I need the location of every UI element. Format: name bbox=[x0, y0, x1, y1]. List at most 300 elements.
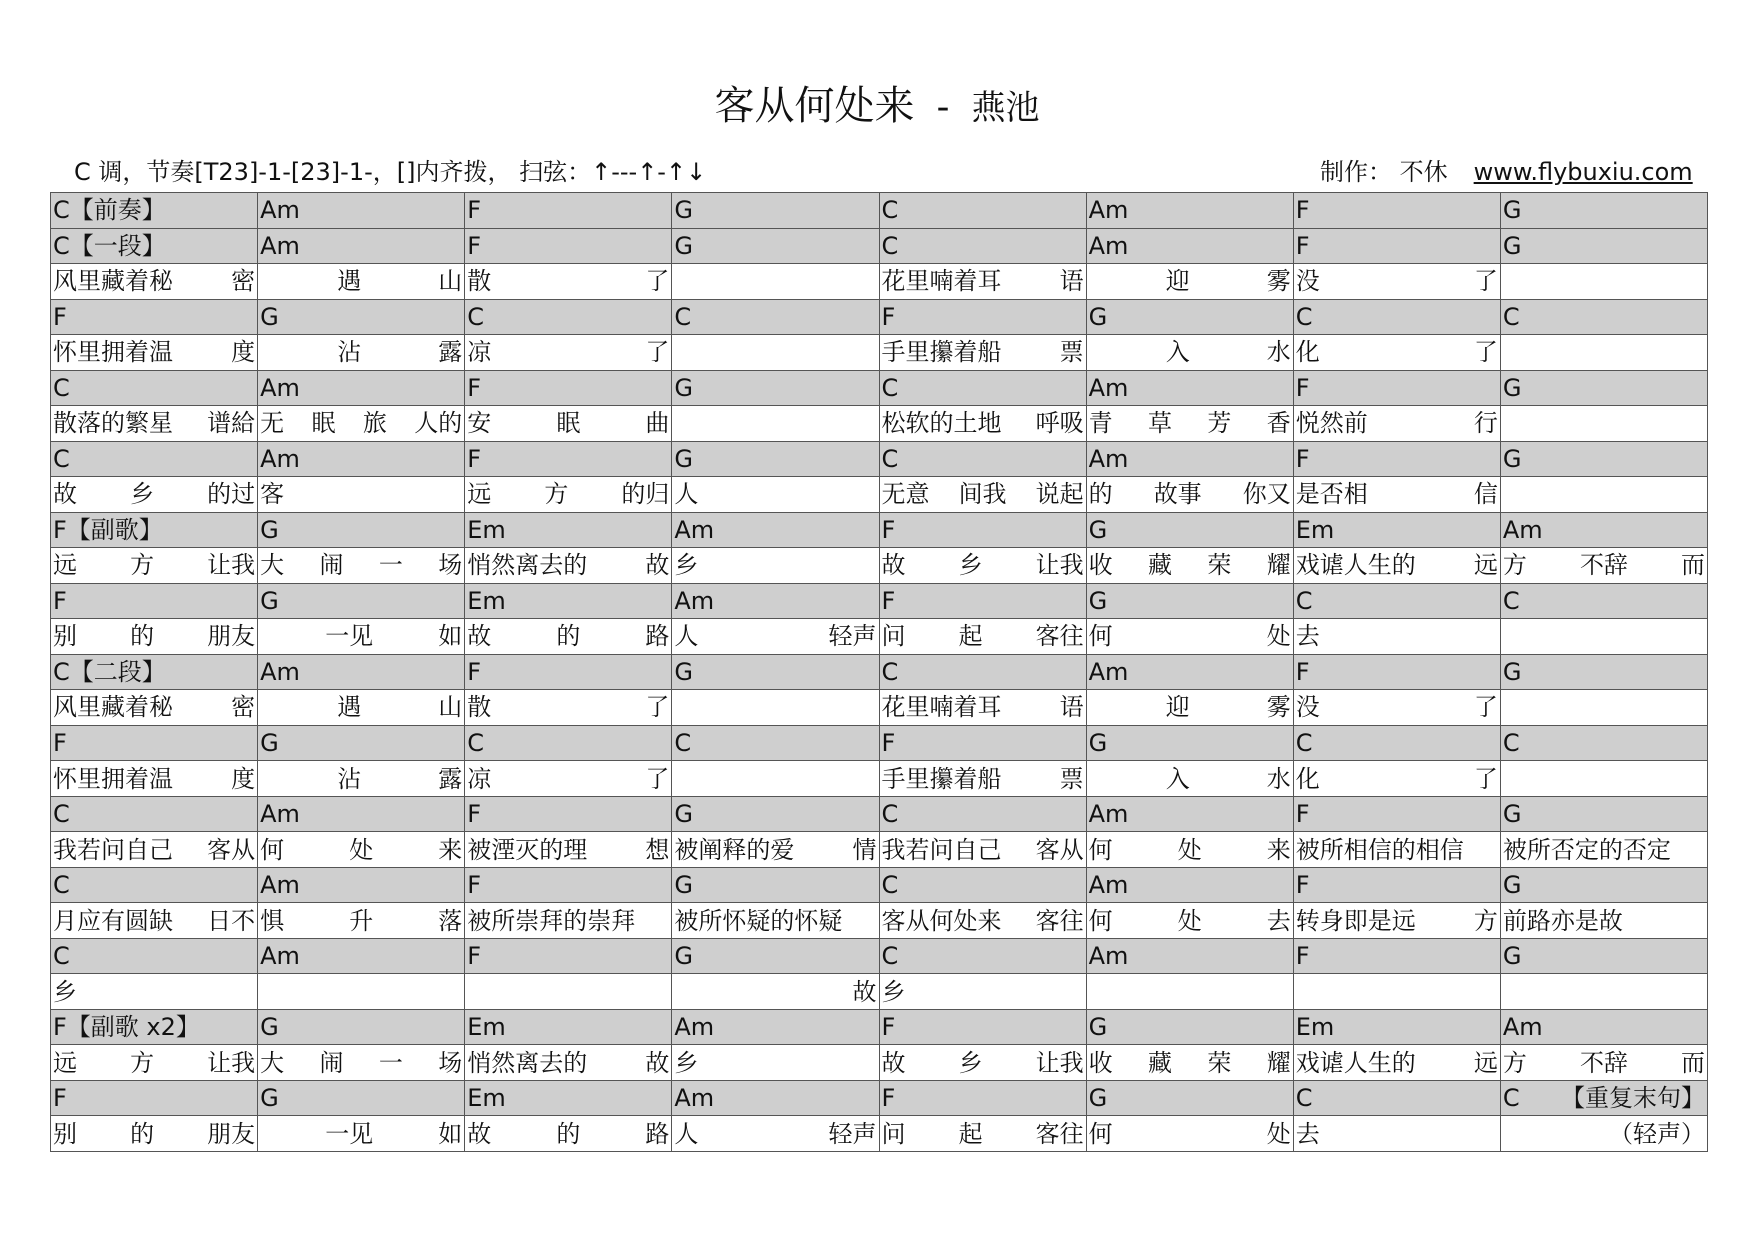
chord-text: F bbox=[1295, 196, 1310, 225]
chord-cell bbox=[465, 193, 672, 229]
chord-text: G bbox=[674, 196, 693, 225]
chord-cell bbox=[879, 725, 1086, 761]
lyric-cell bbox=[1293, 974, 1500, 1010]
chord-text: G bbox=[674, 942, 693, 971]
chord-text: G bbox=[1088, 1084, 1108, 1113]
lyric-text: 日不 bbox=[207, 906, 256, 935]
chord-text: Am bbox=[260, 231, 300, 260]
lyric-text: 戏谑人生的 bbox=[1295, 1048, 1416, 1077]
chord-cell bbox=[1086, 228, 1293, 264]
lyric-text: 客从何处来 bbox=[881, 906, 1002, 935]
lyric-text: 沾 bbox=[337, 764, 362, 793]
lyric-cell bbox=[672, 761, 879, 797]
lyric-text: 客往 bbox=[1035, 1119, 1084, 1148]
lyric-cell bbox=[1500, 264, 1707, 300]
lyric-cell bbox=[51, 690, 258, 726]
chord-cell bbox=[1500, 1080, 1707, 1116]
lyric-text: 手里攥着船 bbox=[881, 764, 1002, 793]
lyric-text: 风里藏着秘 bbox=[53, 267, 173, 296]
lyric-text: 我若问自己 bbox=[881, 835, 1002, 864]
chord-text: F bbox=[1295, 373, 1310, 402]
chord-text: F bbox=[467, 800, 482, 829]
chord-cell bbox=[1086, 441, 1293, 477]
lyric-text: 客 bbox=[260, 480, 285, 509]
chord-row bbox=[51, 1009, 1708, 1045]
chord-text: 【重复末句】 bbox=[1561, 1084, 1705, 1113]
chord-text: G bbox=[260, 302, 279, 331]
chord-text: G bbox=[1088, 728, 1108, 757]
chord-text: G bbox=[674, 231, 693, 260]
lyric-text: 露 bbox=[438, 338, 463, 367]
chord-text: F bbox=[1295, 444, 1310, 473]
lyric-text: 朋友 bbox=[207, 622, 256, 651]
lyric-text: 我若问自己 bbox=[53, 835, 173, 864]
lyric-text: 入 bbox=[1165, 764, 1190, 793]
chord-text: C bbox=[467, 728, 485, 757]
lyric-text: 被湮灭的理 bbox=[467, 835, 588, 864]
lyric-cell bbox=[672, 335, 879, 371]
lyric-cell bbox=[465, 974, 672, 1010]
chord-text: F bbox=[1295, 800, 1310, 829]
lyric-text: 起 bbox=[958, 1119, 983, 1148]
lyric-cell bbox=[879, 832, 1086, 868]
lyric-text: 草 bbox=[1148, 409, 1172, 438]
lyric-cell bbox=[51, 832, 258, 868]
chord-cell bbox=[1500, 725, 1707, 761]
lyric-cell bbox=[1086, 1045, 1293, 1081]
lyric-text: 度 bbox=[231, 764, 256, 793]
chord-text: C bbox=[1502, 728, 1520, 757]
lyric-text: 一 bbox=[378, 551, 403, 580]
chord-text: F bbox=[467, 657, 482, 686]
chord-cell bbox=[1293, 370, 1500, 406]
chord-cell bbox=[258, 441, 465, 477]
chord-text: G bbox=[260, 1013, 279, 1042]
lyric-text: 何 bbox=[1088, 622, 1113, 651]
lyric-text: 的 bbox=[130, 622, 155, 651]
chord-cell bbox=[1086, 1080, 1293, 1116]
chord-text: Am bbox=[260, 657, 300, 686]
lyric-row bbox=[51, 832, 1708, 868]
lyric-cell bbox=[258, 761, 465, 797]
credit-author: 制作： 不休 bbox=[1320, 158, 1448, 186]
chord-text: G bbox=[1502, 871, 1522, 900]
lyric-text: 悄然离去的 bbox=[467, 551, 588, 580]
lyric-cell bbox=[1293, 548, 1500, 584]
lyric-text: 被所怀疑的怀疑 bbox=[674, 906, 843, 935]
chord-cell bbox=[51, 1009, 258, 1045]
lyric-text: 朋友 bbox=[207, 1119, 256, 1148]
chord-text: C bbox=[881, 196, 899, 225]
key-rhythm-info: C 调，节奏[T23]-1-[23]-1-，[]内齐拨， 扫弦：↑---↑-↑↓ bbox=[74, 158, 707, 186]
lyric-text: 让我 bbox=[1035, 1048, 1084, 1077]
lyric-text: 没 bbox=[1295, 693, 1320, 722]
lyric-text: 了 bbox=[1473, 693, 1498, 722]
chord-text: G bbox=[674, 800, 693, 829]
lyric-text: 是否相 bbox=[1295, 480, 1368, 509]
lyric-text: 何 bbox=[1088, 1119, 1113, 1148]
chord-cell bbox=[1086, 299, 1293, 335]
lyric-text: 如 bbox=[438, 1119, 463, 1148]
lyric-text: 故 bbox=[881, 1048, 906, 1077]
chord-cell bbox=[465, 867, 672, 903]
lyric-text: 眠 bbox=[311, 409, 336, 438]
lyric-cell bbox=[879, 761, 1086, 797]
chord-text: C bbox=[1295, 302, 1313, 331]
lyric-cell bbox=[258, 477, 465, 513]
chord-cell bbox=[672, 193, 879, 229]
lyric-text: 一见 bbox=[325, 622, 374, 651]
chord-cell bbox=[258, 938, 465, 974]
lyric-text: 故 bbox=[645, 551, 670, 580]
lyric-text: 轻声 bbox=[828, 1119, 877, 1148]
chord-text: G bbox=[260, 1084, 279, 1113]
lyric-row bbox=[51, 1045, 1708, 1081]
lyric-row bbox=[51, 264, 1708, 300]
chord-text: G bbox=[260, 515, 279, 544]
chord-cell bbox=[258, 725, 465, 761]
chord-text: Em bbox=[1295, 515, 1335, 544]
lyric-cell bbox=[258, 335, 465, 371]
chord-cell bbox=[1500, 938, 1707, 974]
lyric-text: 而 bbox=[1681, 551, 1705, 580]
lyric-text: 水 bbox=[1266, 764, 1291, 793]
chord-cell bbox=[672, 512, 879, 548]
lyric-text: 眠 bbox=[556, 409, 581, 438]
chord-text: C bbox=[674, 728, 692, 757]
chord-cell bbox=[1293, 725, 1500, 761]
chord-row bbox=[51, 370, 1708, 406]
lyric-cell bbox=[672, 1116, 879, 1152]
lyric-text: 荣 bbox=[1207, 551, 1232, 580]
chord-row bbox=[51, 299, 1708, 335]
lyric-text: 花里喃着耳 bbox=[881, 693, 1002, 722]
chord-cell bbox=[51, 583, 258, 619]
chord-cell bbox=[258, 1009, 465, 1045]
lyric-text: 远 bbox=[53, 551, 77, 580]
chord-text: G bbox=[674, 871, 693, 900]
chord-cell bbox=[672, 725, 879, 761]
lyric-text: 想 bbox=[645, 835, 670, 864]
lyric-text: 让我 bbox=[207, 1048, 256, 1077]
lyric-text: 语 bbox=[1059, 693, 1084, 722]
chord-cell bbox=[672, 441, 879, 477]
lyric-text: 转身即是远 bbox=[1295, 906, 1416, 935]
lyric-cell bbox=[51, 477, 258, 513]
chord-cell bbox=[51, 1080, 258, 1116]
lyric-cell bbox=[1500, 548, 1707, 584]
lyric-text: 何 bbox=[1088, 906, 1113, 935]
lyric-text: 芳 bbox=[1207, 409, 1232, 438]
chord-text: Am bbox=[674, 515, 715, 544]
lyric-cell bbox=[465, 264, 672, 300]
lyric-cell bbox=[879, 406, 1086, 442]
chord-cell bbox=[879, 299, 1086, 335]
lyric-cell bbox=[258, 974, 465, 1010]
lyric-row bbox=[51, 974, 1708, 1010]
lyric-cell bbox=[258, 548, 465, 584]
lyric-text: 方 bbox=[130, 551, 155, 580]
chord-cell bbox=[258, 228, 465, 264]
chord-cell bbox=[465, 512, 672, 548]
lyric-text: 语 bbox=[1059, 267, 1084, 296]
lyric-cell bbox=[672, 264, 879, 300]
lyric-cell bbox=[465, 832, 672, 868]
chord-cell bbox=[672, 1080, 879, 1116]
chord-cell bbox=[258, 299, 465, 335]
chord-text: Am bbox=[260, 196, 300, 225]
lyric-cell bbox=[1500, 761, 1707, 797]
lyric-text: 何 bbox=[1088, 835, 1113, 864]
chord-text: F bbox=[1295, 231, 1310, 260]
chord-cell bbox=[672, 228, 879, 264]
lyric-text: 票 bbox=[1059, 338, 1084, 367]
chord-text: C bbox=[881, 942, 899, 971]
lyric-text: 遇 bbox=[337, 267, 362, 296]
chord-text: G bbox=[260, 728, 279, 757]
lyric-text: 方 bbox=[1502, 1048, 1527, 1077]
lyric-text: 故 bbox=[467, 622, 492, 651]
lyric-text: 你又 bbox=[1242, 480, 1291, 509]
lyric-text: 了 bbox=[645, 267, 670, 296]
chord-cell bbox=[465, 1080, 672, 1116]
chord-text: Em bbox=[1295, 1013, 1335, 1042]
chord-text: C bbox=[881, 871, 899, 900]
lyric-text: 来 bbox=[1266, 835, 1291, 864]
lyric-text: 方 bbox=[130, 1048, 155, 1077]
lyric-row bbox=[51, 619, 1708, 655]
chord-text: C bbox=[1502, 1084, 1520, 1113]
lyric-text: 化 bbox=[1295, 764, 1320, 793]
lyric-cell bbox=[672, 903, 879, 939]
chord-cell bbox=[879, 796, 1086, 832]
chord-cell bbox=[672, 654, 879, 690]
chord-cell bbox=[1293, 1009, 1500, 1045]
chord-text: C bbox=[1502, 586, 1520, 615]
lyric-text: 处 bbox=[1266, 622, 1291, 651]
chord-row bbox=[51, 725, 1708, 761]
chord-cell bbox=[1293, 654, 1500, 690]
chord-text: G bbox=[260, 586, 279, 615]
chord-row bbox=[51, 193, 1708, 229]
lyric-cell bbox=[1086, 406, 1293, 442]
chord-cell bbox=[258, 583, 465, 619]
lyric-cell bbox=[879, 477, 1086, 513]
lyric-text: 花里喃着耳 bbox=[881, 267, 1002, 296]
lyric-cell bbox=[51, 761, 258, 797]
chord-cell bbox=[1293, 299, 1500, 335]
lyric-cell bbox=[672, 690, 879, 726]
lyric-cell bbox=[879, 548, 1086, 584]
lyric-cell bbox=[1293, 1116, 1500, 1152]
lyric-cell bbox=[51, 1045, 258, 1081]
lyric-text: 了 bbox=[1473, 267, 1498, 296]
lyric-text: 乡 bbox=[674, 1048, 699, 1077]
chord-cell bbox=[879, 441, 1086, 477]
chord-cell bbox=[1086, 725, 1293, 761]
lyric-text: 远 bbox=[1473, 551, 1498, 580]
chord-text: F bbox=[53, 728, 67, 757]
lyric-text: 远 bbox=[53, 1048, 77, 1077]
chord-text: F bbox=[467, 231, 482, 260]
lyric-row bbox=[51, 406, 1708, 442]
lyric-cell bbox=[1293, 903, 1500, 939]
lyric-text: 故 bbox=[467, 1119, 492, 1148]
lyric-row bbox=[51, 690, 1708, 726]
lyric-text: 没 bbox=[1295, 267, 1320, 296]
lyric-cell bbox=[1500, 903, 1707, 939]
chord-cell bbox=[51, 228, 258, 264]
lyric-text: 散落的繁星 bbox=[53, 409, 173, 438]
chord-text: F bbox=[467, 373, 482, 402]
lyric-text: 被所崇拜的崇拜 bbox=[467, 906, 636, 935]
lyric-text: 故 bbox=[645, 1048, 670, 1077]
chord-cell bbox=[465, 725, 672, 761]
lyric-text: 人的 bbox=[414, 409, 463, 438]
chord-text: C bbox=[881, 800, 899, 829]
lyric-text: 被阐释的爱 bbox=[674, 835, 795, 864]
chord-text: F【副歌 x2】 bbox=[53, 1013, 200, 1042]
chord-cell bbox=[879, 654, 1086, 690]
chord-text: C bbox=[1295, 586, 1313, 615]
chord-row bbox=[51, 512, 1708, 548]
lyric-text: 人 bbox=[674, 480, 699, 509]
chord-cell bbox=[258, 867, 465, 903]
chord-text: F【副歌】 bbox=[53, 515, 163, 544]
lyric-text: 耀 bbox=[1266, 551, 1291, 580]
chord-text: G bbox=[1502, 657, 1522, 686]
lyric-cell bbox=[465, 1045, 672, 1081]
lyric-cell bbox=[1293, 477, 1500, 513]
lyric-text: 的过 bbox=[207, 480, 256, 509]
chord-text: G bbox=[1502, 196, 1522, 225]
lyric-cell bbox=[1086, 903, 1293, 939]
chord-cell bbox=[1500, 193, 1707, 229]
chord-text: Am bbox=[1088, 871, 1129, 900]
lyric-cell bbox=[465, 619, 672, 655]
lyric-cell bbox=[465, 477, 672, 513]
chord-text: Am bbox=[260, 444, 300, 473]
lyric-text: 耀 bbox=[1266, 1048, 1291, 1077]
chord-text: G bbox=[1502, 800, 1522, 829]
lyric-text: 别 bbox=[53, 622, 77, 651]
chord-text: F bbox=[881, 728, 896, 757]
lyric-text: 凉 bbox=[467, 764, 492, 793]
chord-cell bbox=[1086, 796, 1293, 832]
lyric-cell bbox=[1500, 1045, 1707, 1081]
chord-text: F bbox=[881, 1013, 896, 1042]
chord-text: F bbox=[467, 444, 482, 473]
chord-cell bbox=[1293, 867, 1500, 903]
lyric-cell bbox=[465, 690, 672, 726]
lyric-text: 的 bbox=[556, 1119, 581, 1148]
chord-text: C bbox=[53, 942, 70, 971]
chord-text: Am bbox=[1088, 196, 1129, 225]
chord-text: Am bbox=[674, 1013, 715, 1042]
lyric-cell bbox=[51, 619, 258, 655]
lyric-text: 散 bbox=[467, 267, 492, 296]
chord-cell bbox=[465, 441, 672, 477]
lyric-cell bbox=[51, 264, 258, 300]
lyric-text: 藏 bbox=[1148, 551, 1172, 580]
chord-cell bbox=[879, 583, 1086, 619]
website-link[interactable]: www.flybuxiu.com bbox=[1473, 158, 1693, 186]
lyric-text: 松软的土地 bbox=[881, 409, 1002, 438]
chord-text: F bbox=[881, 586, 896, 615]
chord-text: Em bbox=[467, 1084, 506, 1113]
chord-cell bbox=[879, 512, 1086, 548]
lyric-text: 说起 bbox=[1035, 480, 1084, 509]
lyric-text: 何 bbox=[260, 835, 285, 864]
lyric-text: 闹 bbox=[319, 551, 344, 580]
lyric-row bbox=[51, 903, 1708, 939]
chord-cell bbox=[1500, 583, 1707, 619]
chord-text: C bbox=[881, 444, 899, 473]
lyric-text: 乡 bbox=[881, 977, 906, 1006]
lyric-cell bbox=[1086, 690, 1293, 726]
lyric-text: 场 bbox=[438, 1048, 463, 1077]
chord-cell bbox=[1086, 654, 1293, 690]
lyric-text: 乡 bbox=[958, 551, 983, 580]
chord-cell bbox=[1500, 228, 1707, 264]
lyric-cell bbox=[879, 1116, 1086, 1152]
chord-cell bbox=[1500, 512, 1707, 548]
lyric-cell bbox=[1293, 1045, 1500, 1081]
chord-text: Am bbox=[674, 1084, 715, 1113]
lyric-cell bbox=[1086, 548, 1293, 584]
chord-text: F bbox=[467, 871, 482, 900]
chord-cell bbox=[1293, 1080, 1500, 1116]
lyric-text: 闹 bbox=[319, 1048, 344, 1077]
lyric-cell bbox=[258, 832, 465, 868]
chord-cell bbox=[258, 370, 465, 406]
lyric-text: 山 bbox=[438, 267, 463, 296]
chord-text: G bbox=[1502, 444, 1522, 473]
lyric-text: 沾 bbox=[337, 338, 362, 367]
lyric-text: 人 bbox=[674, 1119, 699, 1148]
lyric-text: 了 bbox=[1473, 338, 1498, 367]
lyric-cell bbox=[879, 903, 1086, 939]
lyric-cell bbox=[51, 548, 258, 584]
lyric-text: （轻声） bbox=[1609, 1119, 1705, 1148]
lyric-cell bbox=[1293, 832, 1500, 868]
lyric-text: 手里攥着船 bbox=[881, 338, 1002, 367]
lyric-text: 香 bbox=[1266, 409, 1291, 438]
lyric-text: 入 bbox=[1165, 338, 1190, 367]
chord-text: G bbox=[1502, 942, 1522, 971]
lyric-cell bbox=[1293, 619, 1500, 655]
lyric-cell bbox=[1086, 761, 1293, 797]
lyric-text: 谱給 bbox=[207, 409, 256, 438]
chord-cell bbox=[465, 299, 672, 335]
chord-text: G bbox=[674, 444, 693, 473]
chord-cell bbox=[1086, 370, 1293, 406]
chord-cell bbox=[1293, 441, 1500, 477]
chord-text: G bbox=[1502, 373, 1522, 402]
chord-cell bbox=[1500, 299, 1707, 335]
lyric-cell bbox=[1086, 974, 1293, 1010]
lyric-cell bbox=[258, 406, 465, 442]
lyric-row bbox=[51, 335, 1708, 371]
chord-text: Am bbox=[1088, 800, 1129, 829]
lyric-text: 了 bbox=[1473, 764, 1498, 793]
chord-text: G bbox=[1088, 302, 1108, 331]
lyric-text: 远 bbox=[467, 480, 492, 509]
lyric-text: 去 bbox=[1295, 1119, 1320, 1148]
lyric-text: 曲 bbox=[645, 409, 670, 438]
chord-text: F bbox=[881, 302, 896, 331]
chord-cell bbox=[1500, 370, 1707, 406]
